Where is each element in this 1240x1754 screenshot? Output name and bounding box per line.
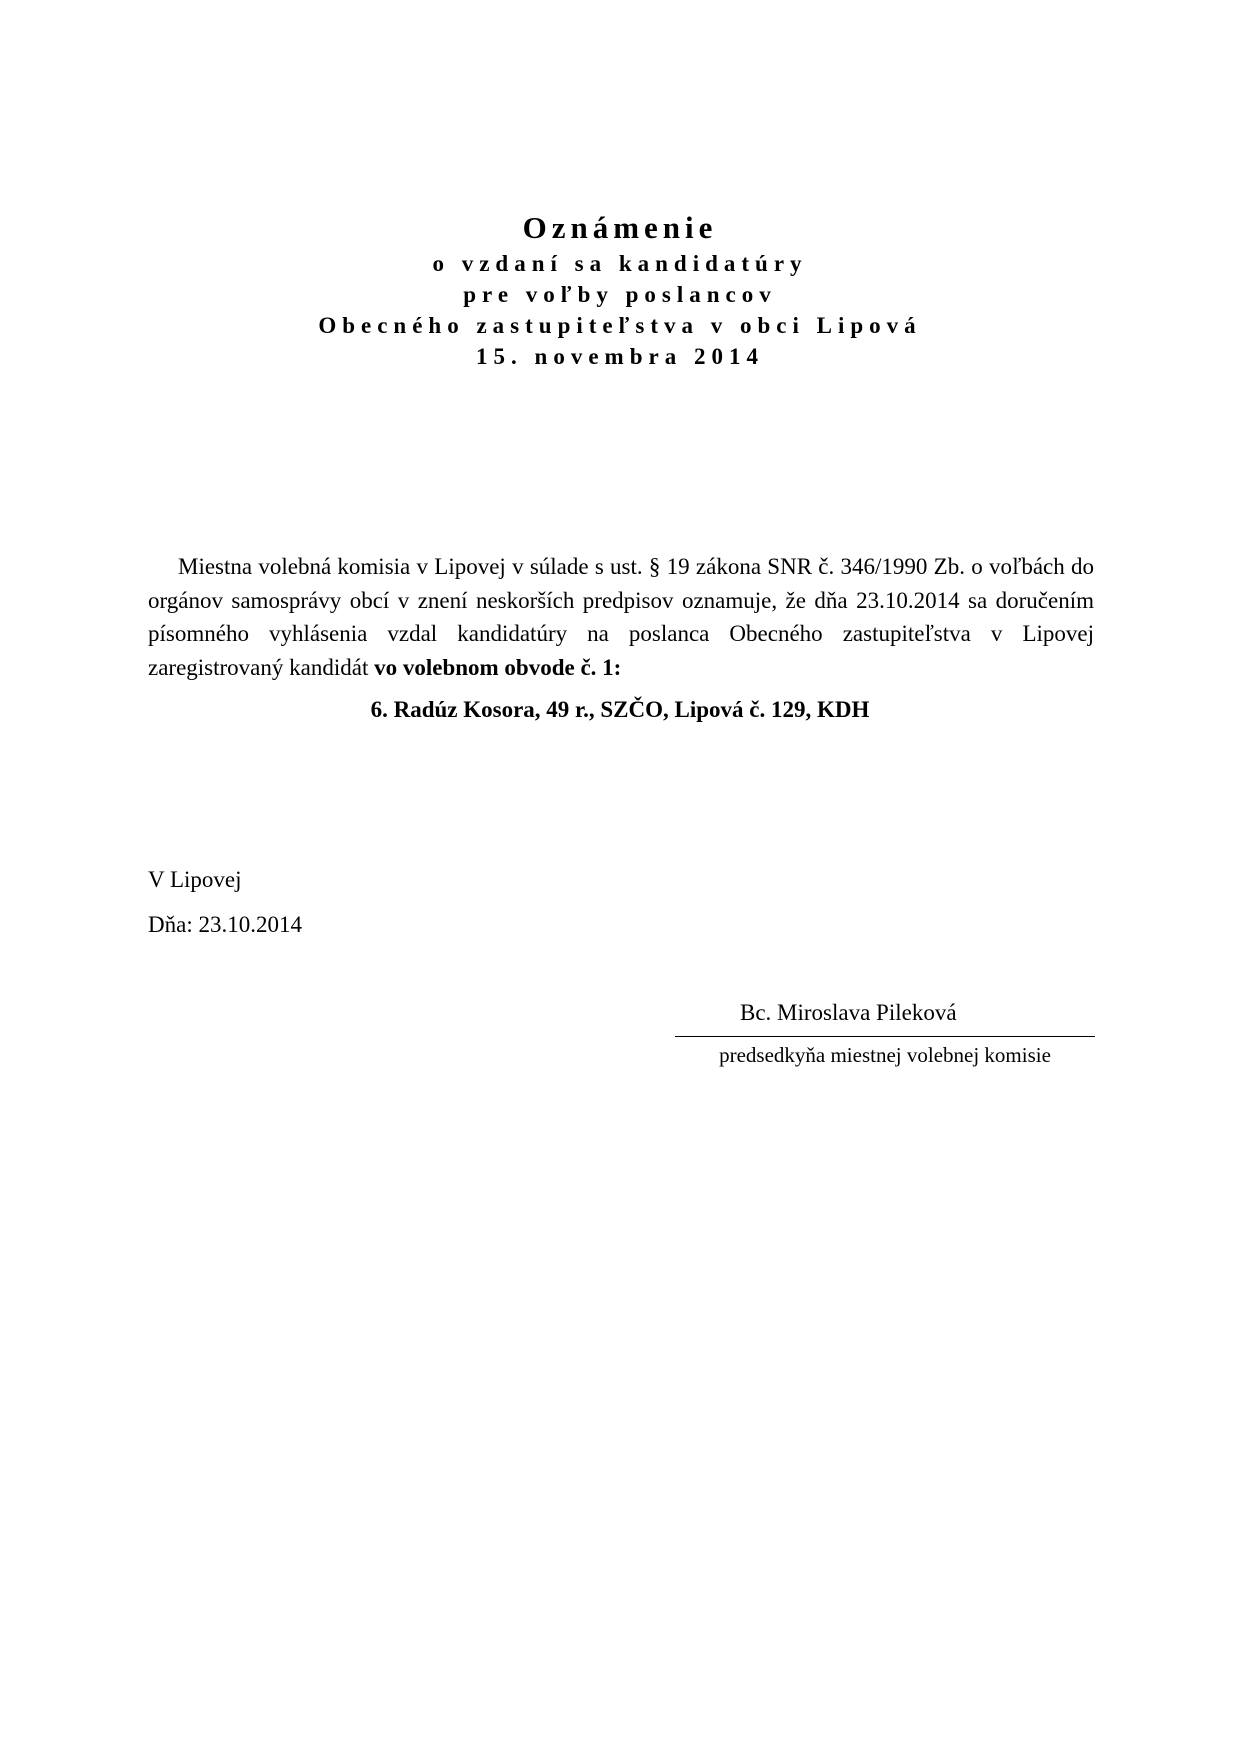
subtitle-line-1: o vzdaní sa kandidatúry — [432, 251, 808, 276]
document-header — [0, 208, 1240, 372]
signature-line — [675, 1036, 1095, 1037]
date-line: Dňa: 23.10.2014 — [148, 912, 302, 937]
candidate-entry: 6. Radúz Kosora, 49 r., SZČO, Lipová č. 129, KDH — [370, 697, 870, 722]
announcement-paragraph — [148, 550, 1094, 684]
signatory-role: predsedkyňa miestnej volebnej komisie — [719, 1043, 1051, 1067]
document-title: Oznámenie — [522, 210, 718, 245]
announcement-district: vo volebnom obvode č. 1: — [374, 654, 622, 680]
signatory-name: Bc. Miroslava Pileková — [740, 1000, 957, 1025]
announcement-text: Miestna volebná komisia v Lipovej v súlade s ust. § 19 zákona SNR č. 346/1990 Zb. o voľbách do orgánov samosprávy obcí v znení neskorších predpisov oznamuje, že dňa 23.10.2014 sa doručením písomného vyhlásenia vzdal kandidatúry na poslanca Obecného zastupiteľstva v Lipovej zaregistrovaný kandidát — [148, 554, 1094, 680]
subtitle-line-2: pre voľby poslancov — [463, 282, 777, 307]
subtitle-date: 15. novembra 2014 — [476, 344, 764, 369]
place-line: V Lipovej — [148, 867, 242, 892]
subtitle-line-3: Obecného zastupiteľstva v obci Lipová — [318, 313, 922, 338]
